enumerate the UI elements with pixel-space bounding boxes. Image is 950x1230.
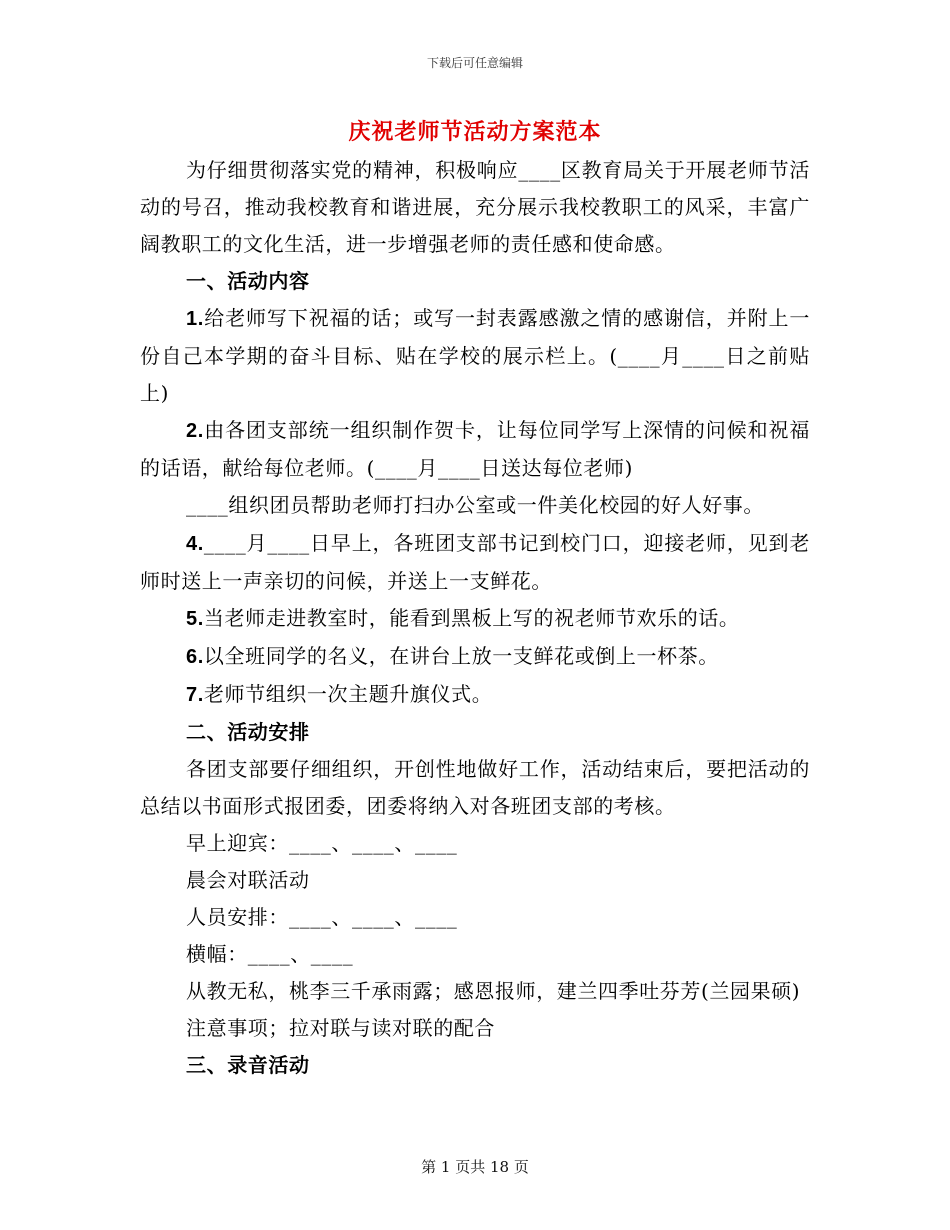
item-text: 当老师走进教室时，能看到黑板上写的祝老师节欢乐的话。	[203, 606, 740, 630]
item-number: 4.	[186, 533, 204, 555]
item-text: 给老师写下祝福的话；或写一封表露感激之情的感谢信，并附上一份自己本学期的奋斗目标、贴在学校的展示栏上。(____月____日之前贴上)	[140, 306, 810, 405]
section2-paragraph: 各团支部要仔细组织，开创性地做好工作，活动结束后，要把活动的总结以书面形式报团委，团委将纳入对各班团支部的考核。	[140, 757, 810, 818]
item-number: 6.	[186, 646, 204, 668]
list-item	[140, 487, 810, 525]
section2-heading: 二、活动安排	[186, 720, 310, 744]
page-footer: 第 1 页共 18 页	[421, 1158, 529, 1176]
arrangement-line: 横幅：____、____	[186, 942, 354, 966]
item-number: 1.	[186, 308, 204, 330]
item-number: 7.	[186, 684, 204, 706]
document-body	[140, 152, 810, 1084]
list-item	[140, 525, 810, 600]
item-number: 5.	[186, 608, 204, 630]
section3-heading: 三、录音活动	[186, 1053, 310, 1077]
intro-paragraph: 为仔细贯彻落实党的精神，积极响应____区教育局关于开展老师节活动的号召，推动我校教育和谐进展，充分展示我校教职工的风采，丰富广阔教职工的文化生活，进一步增强老师的责任感和使命感。	[140, 158, 810, 256]
item-text: 老师节组织一次主题升旗仪式。	[203, 682, 493, 706]
item-text: ____组织团员帮助老师打扫办公室或一件美化校园的好人好事。	[186, 493, 764, 517]
item-number: 2.	[186, 420, 204, 442]
couplet-line: 从教无私，桃李三千承雨露；感恩报师，建兰四季吐芬芳(兰园果硕)	[186, 979, 801, 1003]
arrangement-line: 注意事项；拉对联与读对联的配合	[186, 1016, 495, 1040]
list-item	[140, 300, 810, 412]
item-text: 以全班同学的名义，在讲台上放一支鲜花或倒上一杯茶。	[203, 644, 719, 668]
arrangement-line: 早上迎宾：____、____、____	[186, 831, 458, 855]
list-item	[140, 676, 810, 714]
item-text: 由各团支部统一组织制作贺卡，让每位同学写上深情的问候和祝福的话语，献给每位老师。(____月____日送达每位老师)	[140, 418, 810, 480]
document-title: 庆祝老师节活动方案范本	[348, 119, 602, 145]
arrangement-line: 人员安排：____、____、____	[186, 905, 458, 929]
list-item	[140, 638, 810, 676]
item-text: ____月____日早上，各班团支部书记到校门口，迎接老师，见到老师时送上一声亲切的问候，并送上一支鲜花。	[140, 531, 810, 593]
header-note: 下载后可任意编辑	[426, 56, 523, 70]
section1-heading: 一、活动内容	[186, 269, 310, 293]
arrangement-line: 晨会对联活动	[186, 868, 310, 892]
list-item	[140, 600, 810, 638]
list-item	[140, 412, 810, 487]
